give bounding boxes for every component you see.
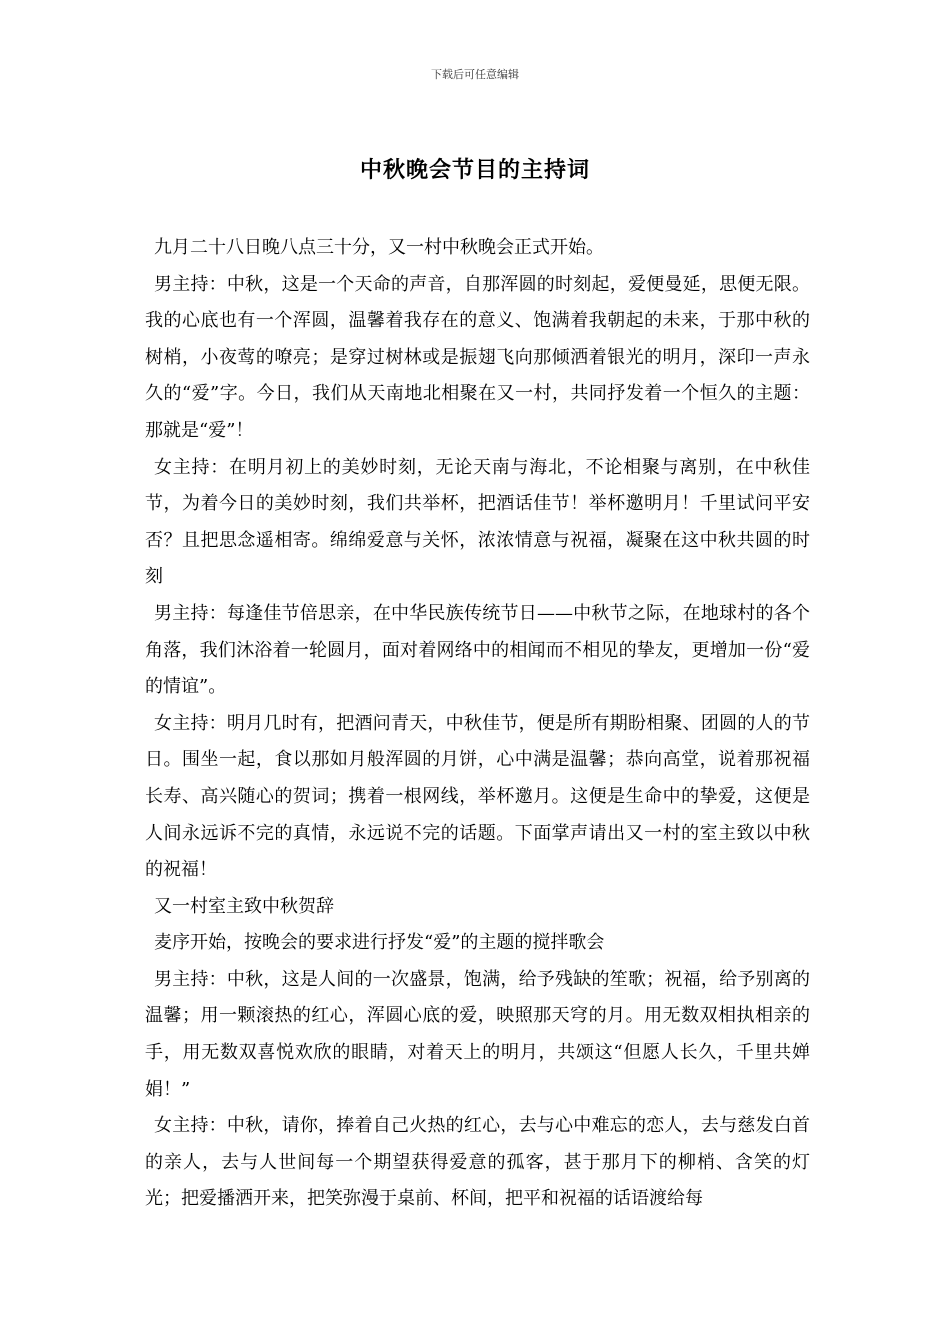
paragraph: 男主持：中秋，这是一个天命的声音，自那浑圆的时刻起，爱便曼延，思便无限。我的心底也有一个浑圆，温馨着我存在的意义、饱满着我朝起的未来，于那中秋的树梢，小夜莺的嘹亮；是穿过树林或是振翅飞向那倾洒着银光的明月，深印一声永久的“爱”字。今日，我们从天南地北相聚在又一村，共同抒发着一个恒久的主题：那就是“爱”！ [145,273,810,441]
paragraph: 九月二十八日晚八点三十分，又一村中秋晚会正式开始。 [154,237,604,258]
paragraph: 男主持：中秋，这是人间的一次盛景，饱满，给予残缺的笙歌；祝福，给予别离的温馨；用一颗滚热的红心，浑圆心底的爱，映照那天穹的月。用无数双相执相亲的手，用无数双喜悦欢欣的眼睛，对着天上的明月，共颂这“但愿人长久，千里共婵娟！” [145,968,810,1100]
document-title: 中秋晚会节目的主持词 [359,158,590,183]
paragraph: 麦序开始，按晚会的要求进行抒发“爱”的主题的搅拌歌会 [154,932,605,954]
paragraph: 女主持：中秋，请你，捧着自己火热的红心，去与心中难忘的恋人，去与慈发白首的亲人，去与人世间每一个期望获得爱意的孤客，甚于那月下的柳梢、含笑的灯光；把爱播洒开来，把笑弥漫于桌前、杯间，把平和祝福的话语渡给每 [145,1115,810,1210]
paragraph: 又一村室主致中秋贺辞 [154,895,334,917]
paragraph: 男主持：每逢佳节倍思亲，在中华民族传统节日——中秋节之际，在地球村的各个角落，我们沐浴着一轮圆月，面对着网络中的相闻而不相见的挚友，更增加一份“爱的情谊”。 [145,602,810,698]
paragraph: 女主持：在明月初上的美妙时刻，无论天南与海北，不论相聚与离别，在中秋佳节，为着今日的美妙时刻，我们共举杯，把酒话佳节！举杯邀明月！千里试问平安否？且把思念遥相寄。绵绵爱意与关怀，浓浓情意与祝福，凝聚在这中秋共圆的时刻 [145,456,810,588]
document-body [145,230,810,1218]
header-note: 下载后可任意编辑 [431,68,519,81]
paragraph: 女主持：明月几时有，把酒问青天，中秋佳节，便是所有期盼相聚、团圆的人的节日。围坐一起，食以那如月般浑圆的月饼，心中满是温馨；恭向高堂，说着那祝福长寿、高兴随心的贺词；携着一根网线，举杯邀月。这便是生命中的挚爱，这便是人间永远诉不完的真情，永远说不完的话题。下面掌声请出又一村的室主致以中秋的祝福！ [145,712,810,881]
